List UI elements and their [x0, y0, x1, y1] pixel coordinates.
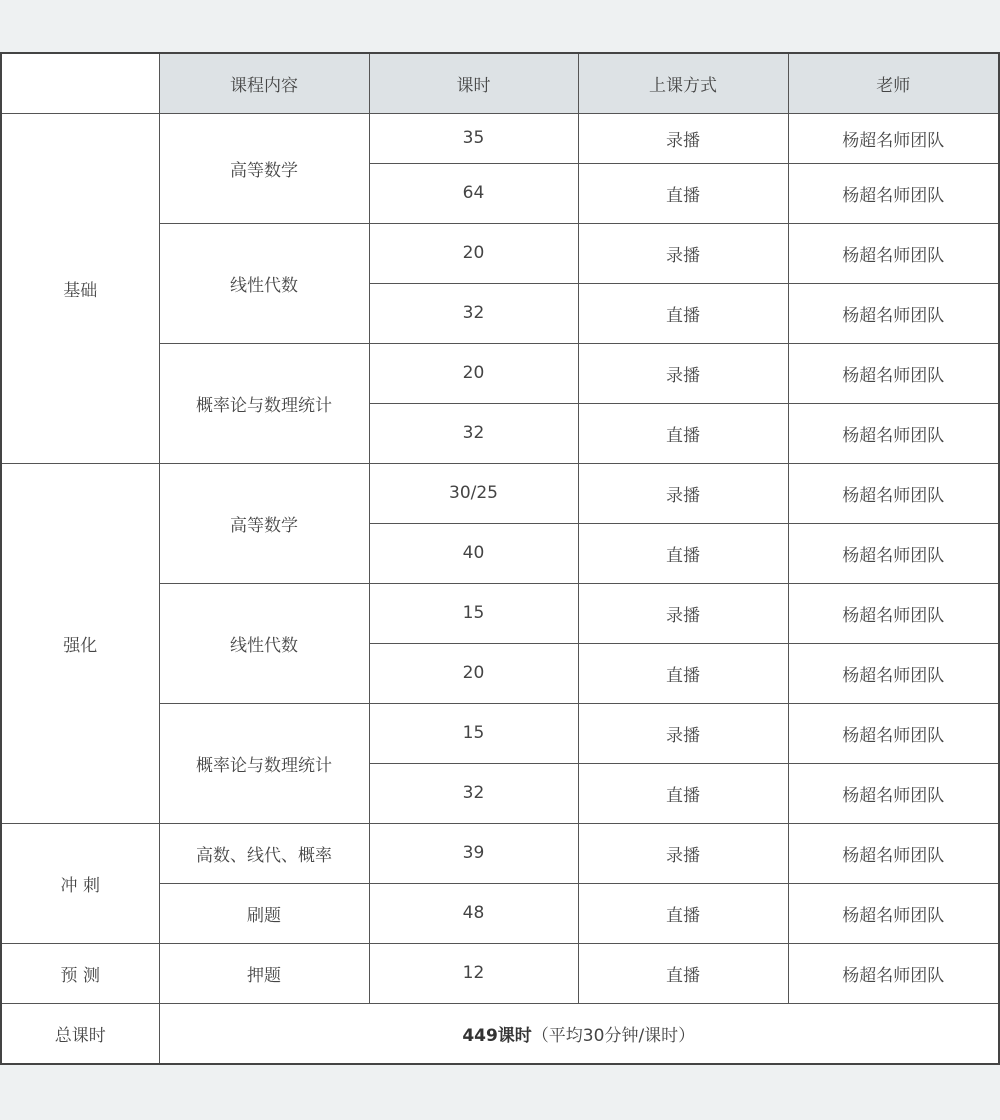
- subject-cell: 概率论与数理统计: [159, 703, 369, 823]
- hours-cell: 64: [369, 163, 578, 223]
- mode-cell: 录播: [578, 703, 788, 763]
- hours-cell: 32: [369, 763, 578, 823]
- course-schedule-table: [2, 54, 998, 1063]
- table-row: [2, 463, 998, 523]
- teacher-cell: 杨超名师团队: [788, 113, 998, 163]
- hours-cell: 48: [369, 883, 578, 943]
- table-row: [2, 943, 998, 1003]
- stage-basic: 基础: [2, 113, 159, 463]
- mode-cell: 录播: [578, 583, 788, 643]
- teacher-cell: 杨超名师团队: [788, 463, 998, 523]
- teacher-cell: 杨超名师团队: [788, 523, 998, 583]
- teacher-cell: 杨超名师团队: [788, 763, 998, 823]
- hours-cell: 32: [369, 283, 578, 343]
- hours-cell: 39: [369, 823, 578, 883]
- subject-cell: 高数、线代、概率: [159, 823, 369, 883]
- total-hours-value: 449课时: [462, 1025, 532, 1046]
- subject-cell: 高等数学: [159, 113, 369, 223]
- teacher-cell: 杨超名师团队: [788, 223, 998, 283]
- header-corner: [2, 54, 159, 113]
- teacher-cell: 杨超名师团队: [788, 403, 998, 463]
- subject-cell: 押题: [159, 943, 369, 1003]
- teacher-cell: 杨超名师团队: [788, 703, 998, 763]
- hours-cell: 20: [369, 343, 578, 403]
- mode-cell: 直播: [578, 403, 788, 463]
- mode-cell: 录播: [578, 223, 788, 283]
- header-course-content: 课程内容: [159, 54, 369, 113]
- mode-cell: 录播: [578, 113, 788, 163]
- stage-strengthen: 强化: [2, 463, 159, 823]
- hours-cell: 30/25: [369, 463, 578, 523]
- hours-cell: 32: [369, 403, 578, 463]
- subject-cell: 线性代数: [159, 583, 369, 703]
- subject-cell: 概率论与数理统计: [159, 343, 369, 463]
- table-row: [2, 113, 998, 163]
- mode-cell: 直播: [578, 883, 788, 943]
- header-row: [2, 54, 998, 113]
- header-teacher: 老师: [788, 54, 998, 113]
- hours-cell: 20: [369, 643, 578, 703]
- teacher-cell: 杨超名师团队: [788, 163, 998, 223]
- teacher-cell: 杨超名师团队: [788, 643, 998, 703]
- mode-cell: 直播: [578, 763, 788, 823]
- teacher-cell: 杨超名师团队: [788, 583, 998, 643]
- header-hours: 课时: [369, 54, 578, 113]
- hours-cell: 35: [369, 113, 578, 163]
- mode-cell: 直播: [578, 523, 788, 583]
- header-mode: 上课方式: [578, 54, 788, 113]
- mode-cell: 录播: [578, 823, 788, 883]
- teacher-cell: 杨超名师团队: [788, 943, 998, 1003]
- stage-sprint: 冲 刺: [2, 823, 159, 943]
- stage-predict: 预 测: [2, 943, 159, 1003]
- subject-cell: 高等数学: [159, 463, 369, 583]
- teacher-cell: 杨超名师团队: [788, 823, 998, 883]
- teacher-cell: 杨超名师团队: [788, 343, 998, 403]
- mode-cell: 直播: [578, 643, 788, 703]
- hours-cell: 20: [369, 223, 578, 283]
- hours-cell: 15: [369, 583, 578, 643]
- mode-cell: 直播: [578, 943, 788, 1003]
- teacher-cell: 杨超名师团队: [788, 883, 998, 943]
- subject-cell: 刷题: [159, 883, 369, 943]
- mode-cell: 直播: [578, 283, 788, 343]
- mode-cell: 直播: [578, 163, 788, 223]
- hours-cell: 15: [369, 703, 578, 763]
- total-hours-note: （平均30分钟/课时）: [531, 1025, 696, 1046]
- total-hours-cell: [159, 1003, 998, 1063]
- hours-cell: 12: [369, 943, 578, 1003]
- stage-total: 总课时: [2, 1003, 159, 1063]
- course-schedule-card: [0, 52, 1000, 1065]
- teacher-cell: 杨超名师团队: [788, 283, 998, 343]
- hours-cell: 40: [369, 523, 578, 583]
- mode-cell: 录播: [578, 343, 788, 403]
- table-row: [2, 823, 998, 883]
- subject-cell: 线性代数: [159, 223, 369, 343]
- mode-cell: 录播: [578, 463, 788, 523]
- total-row: [2, 1003, 998, 1063]
